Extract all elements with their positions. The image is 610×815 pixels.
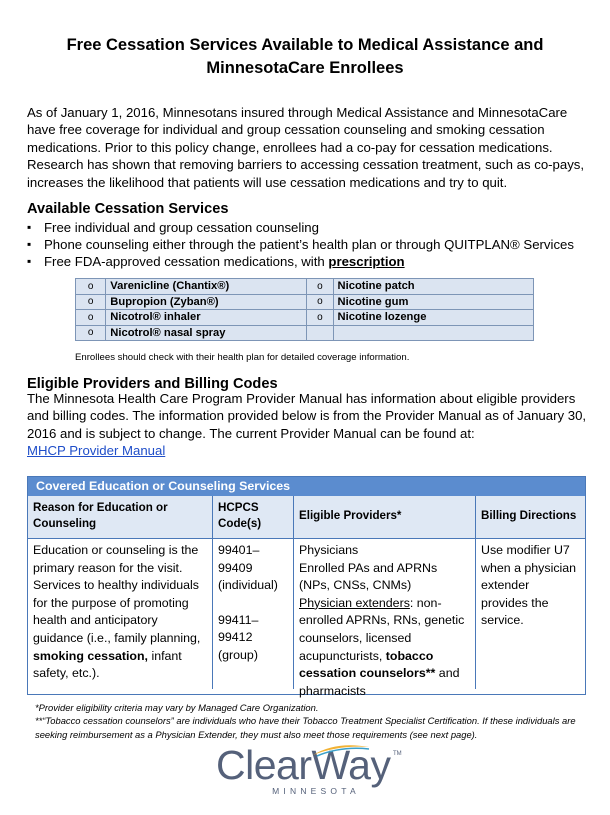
medication-name: Varenicline (Chantix®) [106,279,307,295]
medication-name: Nicotine gum [333,294,533,310]
clearway-logo [216,742,406,801]
reason-cell [28,539,213,689]
bullet-marker: o [76,325,106,341]
reason-bold-text: smoking cessation, [33,648,148,663]
medication-name: Bupropion (Zyban®) [106,294,307,310]
prescription-link[interactable]: prescription [328,254,405,270]
hcpcs-cell [213,539,294,689]
list-item-text: Free FDA-approved cessation medications, with [44,254,329,270]
code-individual: 99401–99409 (individual) [218,543,278,593]
trademark: TM [393,751,402,757]
intro-paragraph: As of January 1, 2016, Minnesotans insured through Medical Assistance and MinnesotaCare have free coverage for individual and group cessation counseling and smoking cessation medications. Prior to this policy change, enrollees had a co-pay for cessation medications. Research has shown that removing barriers to accessing cessation treatment, such as co-pays, increases the likelihood that patients will use cessation medications and try to quit. [27,105,585,190]
providers-cell [294,539,476,698]
table-row [76,325,534,341]
provider-extenders [299,595,470,701]
bullet-marker: o [76,279,106,295]
reason-text-end: infant safety, etc.). [33,648,182,681]
medication-name: Nicotine lozenge [333,310,533,326]
logo-word-1: Clear [216,742,312,788]
logo-word-2: Way [311,742,391,788]
extenders-bold: tobacco cessation counselors** [299,648,436,681]
services-list [27,219,587,271]
medication-name: Nicotrol® inhaler [106,310,307,326]
column-header-reason: Reason for Education or Counseling [28,496,213,538]
empty-cell [333,325,533,341]
provider-enrolled: Enrolled PAs and APRNs (NPs, CNSs, CNMs) [299,560,438,593]
list-item [27,253,587,270]
code-group: 99411–99412 (group) [218,612,259,662]
medications-table [75,278,534,341]
title-line-2: MinnesotaCare Enrollees [206,59,404,77]
title-line-1: Free Cessation Services Available to Medical Assistance and [66,36,544,54]
swoosh-icon [311,743,371,757]
column-header-providers: Eligible Providers* [294,496,476,538]
reason-text: Education or counseling is the primary reason for the visit. Services to healthy individuals for the purpose of promoting health and anticipatory guidance (i.e., family planning, [33,543,201,645]
bullet-marker: o [307,310,333,326]
billing-cell: Use modifier U7 when a physician extender provides the service. [481,543,577,628]
services-table [27,476,586,698]
spacer [218,595,288,612]
medication-name: Nicotrol® nasal spray [106,325,307,341]
empty-cell [307,325,333,341]
provider-physicians: Physicians [299,543,359,557]
footnote-1: *Provider eligibility criteria may vary by Managed Care Organization. [35,702,319,713]
list-item: ▪ Free individual and group cessation counseling [27,219,587,236]
list-item: ▪ Phone counseling either through the patient’s health plan or through QUITPLAN® Services [27,236,587,253]
column-header-hcpcs: HCPCS Code(s) [213,496,294,538]
services-heading: Available Cessation Services [27,201,229,217]
bullet-marker: o [76,310,106,326]
table-row [76,279,534,295]
bullet-marker: o [307,279,333,295]
providers-heading: Eligible Providers and Billing Codes [27,376,278,392]
providers-text: The Minnesota Health Care Program Provider Manual has information about eligible providers and billing codes. The information provided below is from the Provider Manual as of January 30, 2016 and is subject to change. The current Provider Manual can be found at: [27,391,587,441]
extenders-end: and pharmacists [299,666,460,698]
table-caption: Covered Education or Counseling Services [28,477,585,496]
table-row [76,310,534,326]
table-row [76,294,534,310]
logo-subtitle: MINNESOTA [272,786,360,796]
extenders-label: Physician extenders [299,595,410,610]
table-row [28,539,585,698]
bullet-marker: o [76,294,106,310]
bullet-marker: o [307,294,333,310]
footnote-2: **“Tobacco cessation counselors” are individuals who have their Tobacco Treatment Specialist Certification. If these individuals are seeking reimbursement as a Physician Extender, they must also meet those requirements (see next page). [35,715,576,740]
table-header-row [28,496,585,539]
providers-paragraph [27,390,592,460]
medications-note: Enrollees should check with their health plan for detailed coverage information. [75,352,410,363]
provider-manual-link[interactable]: MHCP Provider Manual [27,443,166,459]
column-header-billing: Billing Directions [481,509,577,522]
extenders-text: : non-enrolled APRNs, RNs, genetic counselors, licensed acupuncturists, [299,595,465,663]
medication-name: Nicotine patch [333,279,533,295]
page-title [40,34,570,80]
